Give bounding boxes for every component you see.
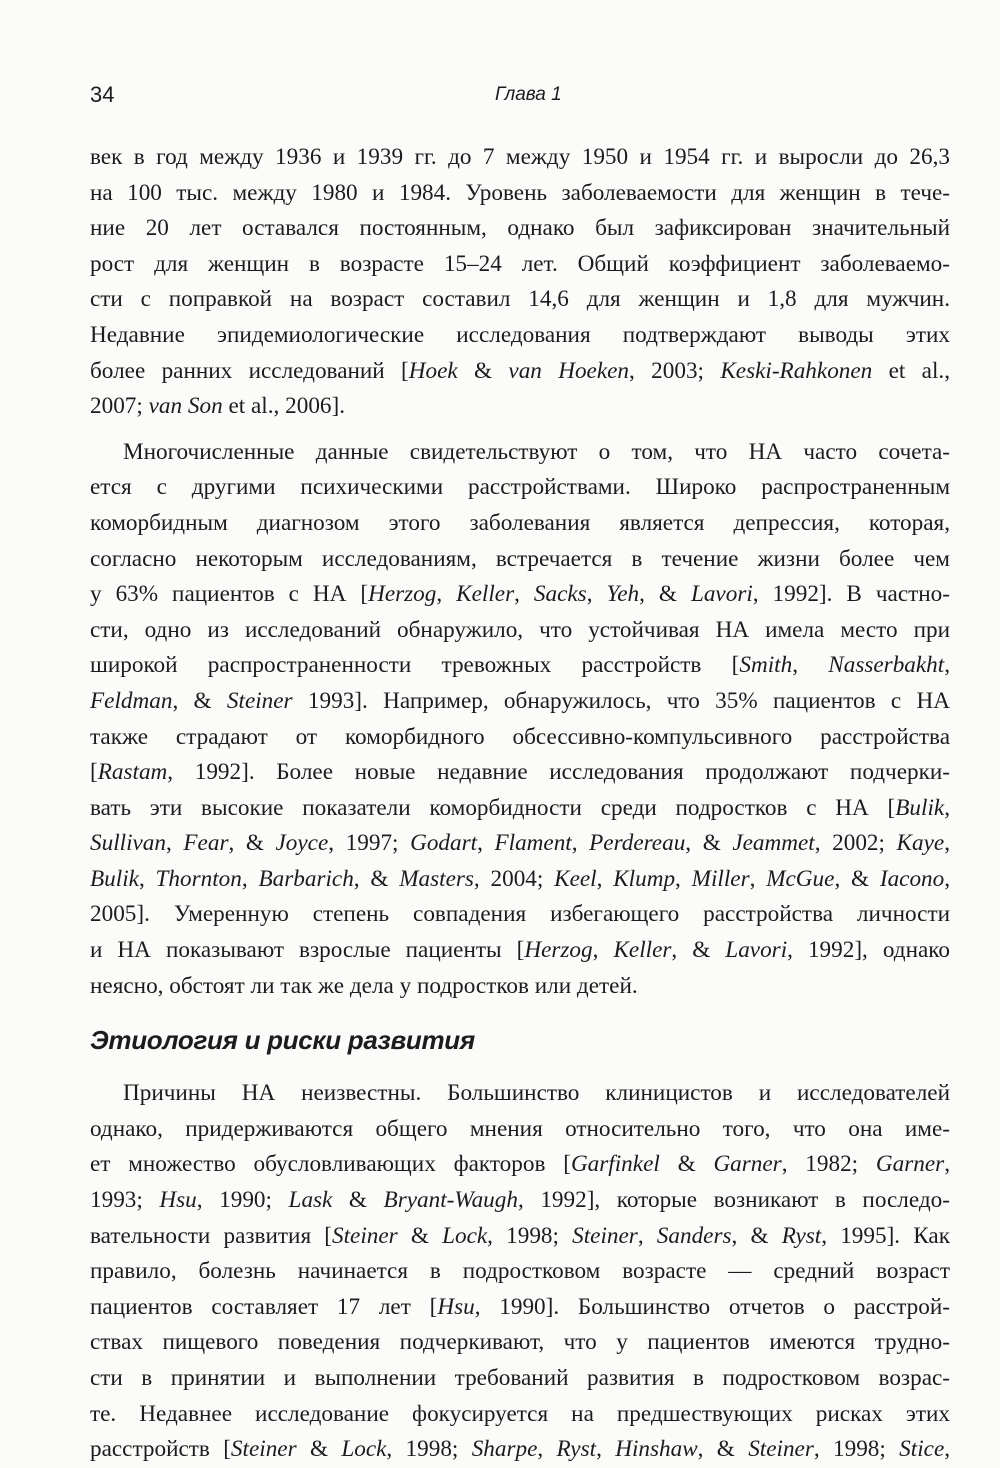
- text-line: правило, болезнь начинается в подростковом возрасте — средний возраст: [90, 1258, 950, 1285]
- text-line: Недавние эпидемиологические исследования подтверждают выводы этих: [90, 321, 950, 348]
- text-line: сти с поправкой на возраст составил 14,6 для женщин и 1,8 для мужчин.: [90, 286, 950, 313]
- text-line: Sullivan, Fear, & Joyce, 1997; Godart, Flament, Perdereau, & Jeammet, 2002; Kaye,: [90, 830, 950, 857]
- text-line: у 63% пациентов с НА [Herzog, Keller, Sacks, Yeh, & Lavori, 1992]. В частно-: [90, 581, 950, 608]
- text-line: пациентов составляет 17 лет [Hsu, 1990]. Большинство отчетов о расстрой-: [90, 1293, 950, 1320]
- text-line: широкой распространенности тревожных расстройств [Smith, Nasserbakht,: [90, 652, 951, 679]
- text-line: 2007; van Son et al., 2006].: [90, 393, 346, 420]
- text-line: неясно, обстоят ли так же дела у подростков или детей.: [90, 972, 638, 999]
- page-header: [90, 82, 950, 112]
- text-line: век в год между 1936 и 1939 гг. до 7 между 1950 и 1954 гг. и выросли до 26,3: [90, 144, 950, 170]
- text-line: однако, придерживаются общего мнения относительно того, что она име-: [90, 1115, 950, 1142]
- text-line: вательности развития [Steiner & Lock, 1998; Steiner, Sanders, & Ryst, 1995]. Как: [90, 1222, 950, 1249]
- paragraph-3: [90, 1076, 950, 1468]
- page-number: 34: [90, 82, 115, 107]
- text-line: ствах пищевого поведения подчеркивают, что у пациентов имеются трудно-: [90, 1329, 950, 1356]
- paragraph-2: [90, 435, 950, 1005]
- text-line: ние 20 лет оставался постоянным, однако был зафиксирован значительный: [90, 215, 950, 242]
- text-line: согласно некоторым исследованиям, встречается в течение жизни более чем: [90, 545, 950, 572]
- text-line: на 100 тыс. между 1980 и 1984. Уровень заболеваемости для женщин в тече-: [90, 179, 950, 206]
- text-line: сти, одно из исследований обнаружило, что устойчивая НА имела место при: [90, 616, 950, 643]
- text-line: более ранних исследований [Hoek & van Hoeken, 2003; Keski-Rahkonen et al.,: [90, 357, 950, 384]
- text-line: 1993; Hsu, 1990; Lask & Bryant-Waugh, 1992], которые возникают в последо-: [90, 1187, 950, 1214]
- text-line: Многочисленные данные свидетельствуют о том, что НА часто сочета-: [123, 438, 950, 465]
- text-line: также страдают от коморбидного обсессивно-компульсивного расстройства: [90, 723, 950, 750]
- text-line: 2005]. Умеренную степень совпадения избегающего расстройства личности: [90, 901, 950, 928]
- text-line: коморбидным диагнозом этого заболевания является депрессия, которая,: [90, 509, 950, 536]
- text-line: рост для женщин в возрасте 15–24 лет. Общий коэффициент заболеваемо-: [90, 250, 950, 277]
- text-line: [Rastam, 1992]. Более новые недавние исследования продолжают подчерки-: [90, 759, 950, 786]
- text-line: расстройств [Steiner & Lock, 1998; Sharpe, Ryst, Hinshaw, & Steiner, 1998; Stice,: [90, 1436, 951, 1463]
- text-line: вать эти высокие показатели коморбидности среди подростков с НА [Bulik,: [90, 794, 950, 821]
- text-line: Feldman, & Steiner 1993]. Например, обнаружилось, что 35% пациентов с НА: [90, 687, 950, 714]
- text-line: ется с другими психическими расстройствами. Широко распространенным: [90, 474, 950, 501]
- running-head: Глава 1: [495, 84, 562, 105]
- text-line: Bulik, Thornton, Barbarich, & Masters, 2004; Keel, Klump, Miller, McGue, & Iacono,: [90, 865, 951, 892]
- text-line: сти в принятии и выполнении требований развития в подростковом возрас-: [90, 1365, 950, 1391]
- text-line: те. Недавнее исследование фокусируется на предшествующих рисках этих: [90, 1400, 950, 1427]
- text-line: Причины НА неизвестны. Большинство клиницистов и исследователей: [123, 1080, 950, 1107]
- section-heading: Этиология и риски развития: [90, 1025, 475, 1056]
- text-line: и НА показывают взрослые пациенты [Herzog, Keller, & Lavori, 1992], однако: [90, 937, 950, 964]
- body-text: [90, 140, 950, 1468]
- text-line: ет множество обусловливающих факторов [Garfinkel & Garner, 1982; Garner,: [90, 1151, 950, 1178]
- paragraph-1: [90, 140, 950, 425]
